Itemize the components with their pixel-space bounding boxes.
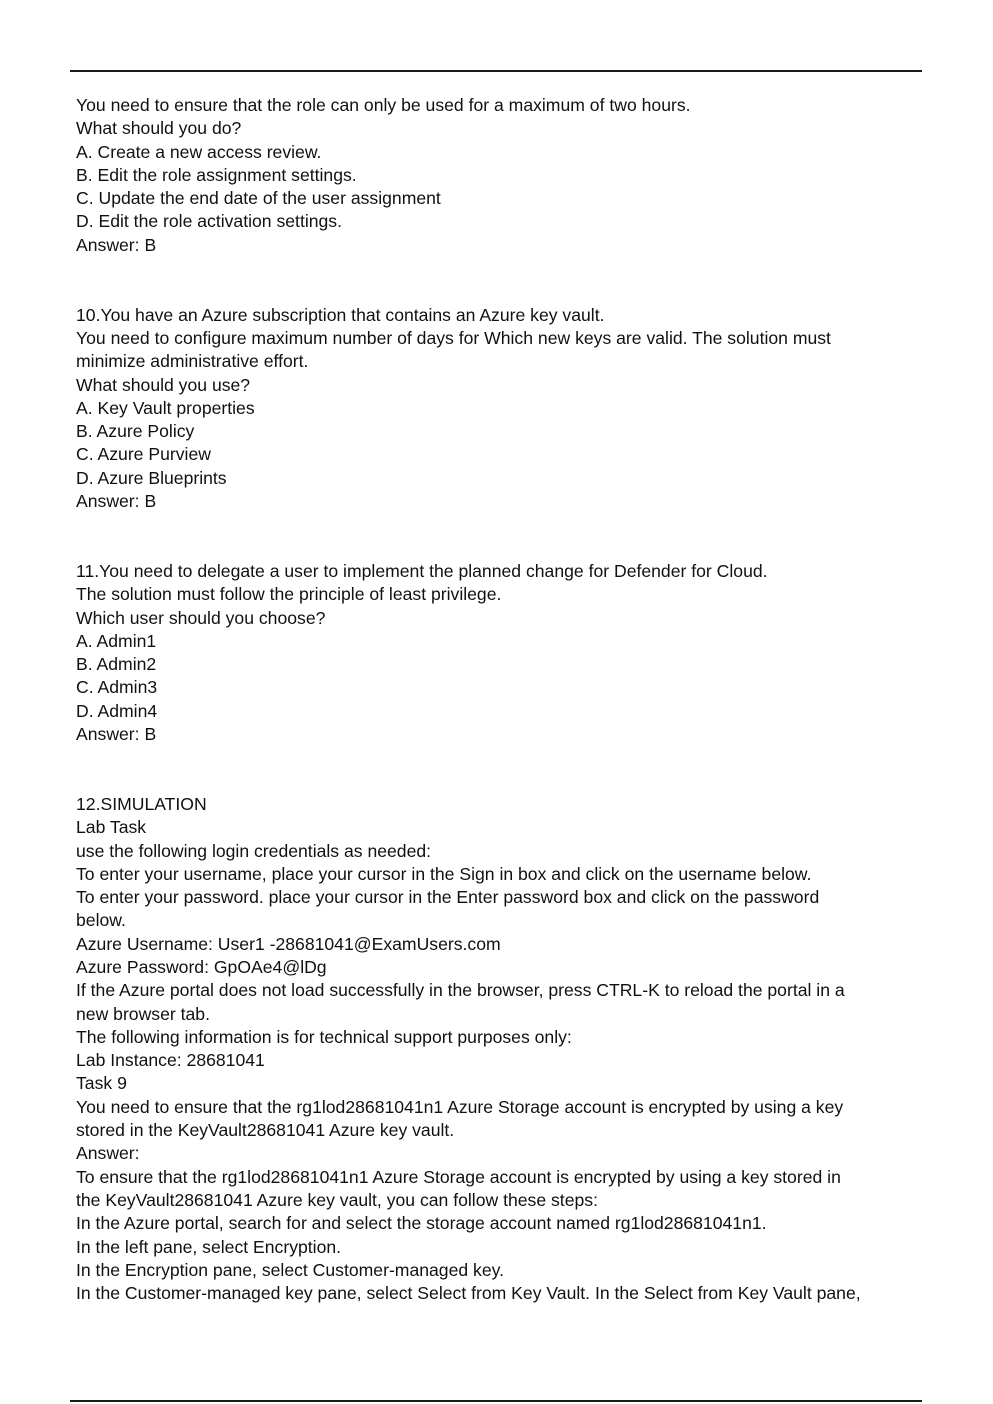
q12-line: To ensure that the rg1lod28681041n1 Azure Storage account is encrypted by using a key stored in xyxy=(76,1166,841,1187)
header-rule xyxy=(70,70,922,72)
q11-option-d: D. Admin4 xyxy=(76,700,158,721)
q12-answer-label: Answer: xyxy=(76,1143,140,1164)
question-9-tail xyxy=(76,94,916,257)
spacer xyxy=(76,513,916,560)
q9-option-b: B. Edit the role assignment settings. xyxy=(76,164,357,185)
q10-line: You need to configure maximum number of days for Which new keys are valid. The solution must xyxy=(76,327,831,348)
q9-option-c: C. Update the end date of the user assignment xyxy=(76,188,441,209)
q12-line: use the following login credentials as needed: xyxy=(76,840,432,861)
footer-rule xyxy=(70,1400,922,1402)
question-11 xyxy=(76,560,916,746)
q12-line: Lab Task xyxy=(76,817,147,838)
page-content xyxy=(76,94,916,1305)
q11-question: Which user should you choose? xyxy=(76,607,326,628)
q9-line: You need to ensure that the role can only be used for a maximum of two hours. xyxy=(76,95,691,115)
q11-option-c: C. Admin3 xyxy=(76,677,158,698)
spacer xyxy=(76,746,916,793)
q12-line: stored in the KeyVault28681041 Azure key vault. xyxy=(76,1120,455,1141)
q11-option-a: A. Admin1 xyxy=(76,630,157,651)
q12-line: You need to ensure that the rg1lod28681041n1 Azure Storage account is encrypted by using a key xyxy=(76,1096,844,1117)
q12-line: To enter your username, place your cursor in the Sign in box and click on the username below. xyxy=(76,863,812,884)
q11-option-b: B. Admin2 xyxy=(76,654,157,675)
q9-question: What should you do? xyxy=(76,118,242,139)
q12-line: the KeyVault28681041 Azure key vault, you can follow these steps: xyxy=(76,1189,598,1210)
question-12 xyxy=(76,793,916,1306)
q10-line: minimize administrative effort. xyxy=(76,351,309,372)
q12-task: Task 9 xyxy=(76,1073,127,1094)
q12-line: new browser tab. xyxy=(76,1003,210,1024)
q12-step: In the Azure portal, search for and select the storage account named rg1lod28681041n1. xyxy=(76,1213,767,1234)
q12-line: The following information is for technical support purposes only: xyxy=(76,1026,572,1047)
q10-question: What should you use? xyxy=(76,374,251,395)
q12-step: In the Encryption pane, select Customer-managed key. xyxy=(76,1259,505,1280)
q10-option-b: B. Azure Policy xyxy=(76,421,195,442)
q12-step: In the left pane, select Encryption. xyxy=(76,1236,342,1257)
q12-title: 12.SIMULATION xyxy=(76,793,207,814)
q10-option-d: D. Azure Blueprints xyxy=(76,467,227,488)
q9-option-d: D. Edit the role activation settings. xyxy=(76,211,342,232)
q9-option-a: A. Create a new access review. xyxy=(76,141,322,162)
q12-step: In the Customer-managed key pane, select Select from Key Vault. In the Select from Key Vault pane, xyxy=(76,1283,861,1304)
q12-username: Azure Username: User1 -28681041@ExamUsers.com xyxy=(76,933,501,954)
q9-answer: Answer: B xyxy=(76,234,157,255)
q11-answer: Answer: B xyxy=(76,724,157,745)
q12-line: below. xyxy=(76,910,126,931)
q10-line: 10.You have an Azure subscription that contains an Azure key vault. xyxy=(76,304,605,325)
q10-option-a: A. Key Vault properties xyxy=(76,397,255,418)
question-10 xyxy=(76,304,916,514)
q12-password: Azure Password: GpOAe4@lDg xyxy=(76,956,327,977)
q11-line: 11.You need to delegate a user to implement the planned change for Defender for Cloud. xyxy=(76,560,768,581)
spacer xyxy=(76,257,916,304)
q12-line: To enter your password. place your cursor in the Enter password box and click on the password xyxy=(76,887,820,908)
q12-line: If the Azure portal does not load successfully in the browser, press CTRL-K to reload the portal in a xyxy=(76,980,845,1001)
q10-option-c: C. Azure Purview xyxy=(76,444,211,465)
q10-answer: Answer: B xyxy=(76,491,157,512)
q11-line: The solution must follow the principle of least privilege. xyxy=(76,584,502,605)
q12-lab-instance: Lab Instance: 28681041 xyxy=(76,1050,265,1071)
